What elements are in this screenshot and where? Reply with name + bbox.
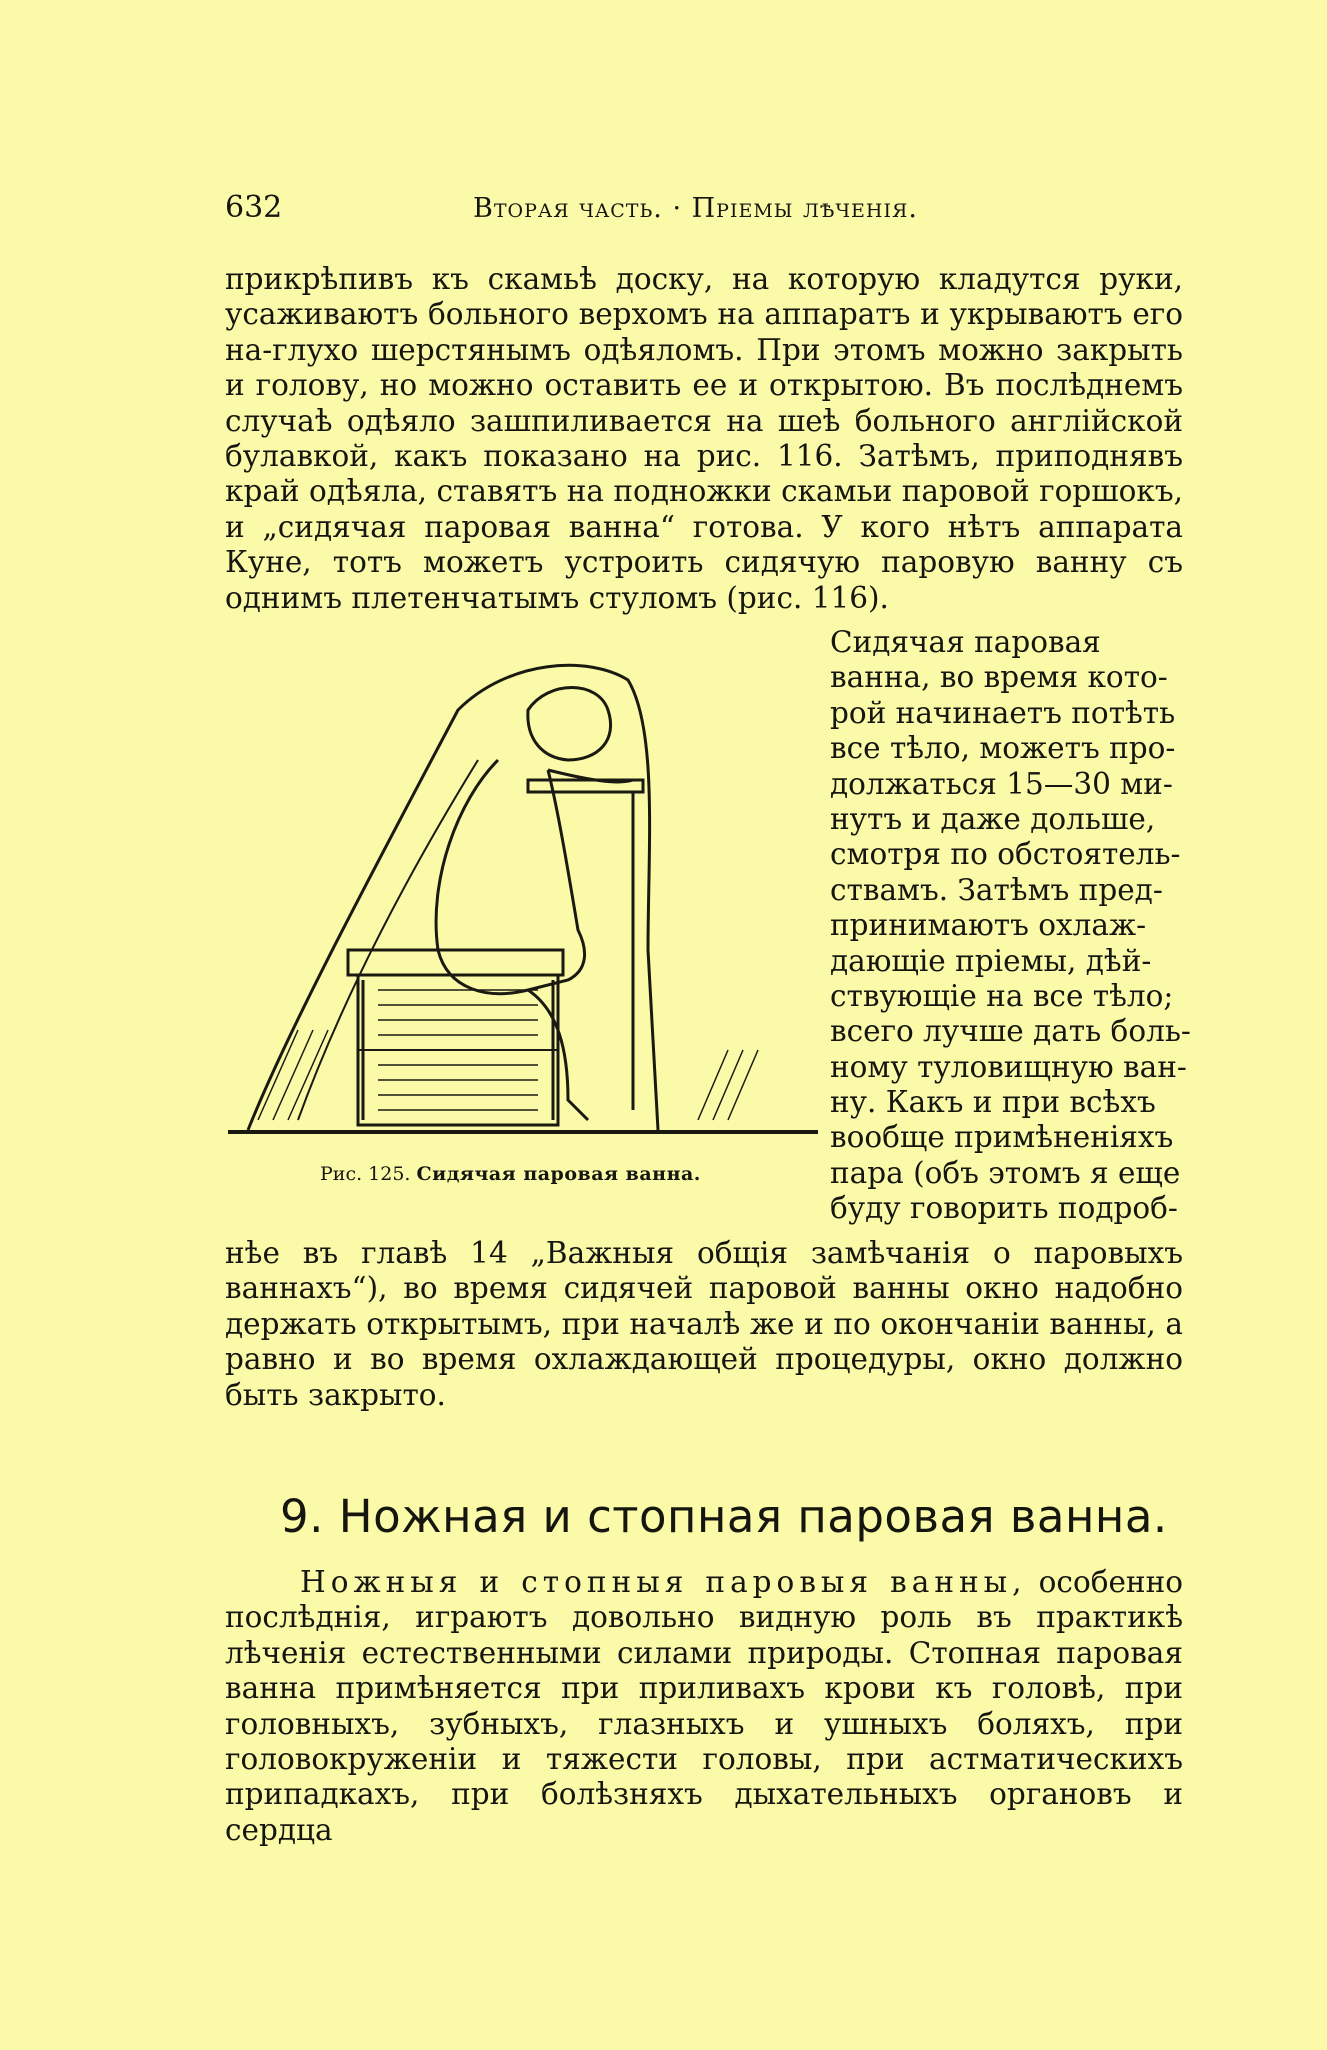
wrap-line: ствующіе на все тѣло; xyxy=(830,978,1174,1013)
wrap-line: ну. Какъ и при всѣхъ xyxy=(830,1085,1156,1120)
wrap-line: все тѣло, можетъ про- xyxy=(830,731,1176,766)
wrap-line: рой начинаетъ потѣть xyxy=(830,695,1176,730)
wrap-line: пара (объ этомъ я еще xyxy=(830,1155,1181,1190)
figure-caption-number: Рис. 125. xyxy=(320,1163,411,1185)
page-number: 632 xyxy=(225,190,283,225)
figure-125-illustration xyxy=(228,650,818,1150)
wrap-line: должаться 15—30 ми- xyxy=(830,766,1173,801)
section-heading: 9. Ножная и стопная паровая ванна. xyxy=(280,1490,1168,1543)
wrap-line: Сидячая паровая xyxy=(830,625,1101,659)
paragraph-2-wrapped xyxy=(830,625,1191,1227)
wrap-line: ному туловищную ван- xyxy=(830,1049,1187,1084)
figure-caption-title: Сидячая паровая ванна. xyxy=(416,1163,701,1185)
wrap-line: вообще примѣненіяхъ xyxy=(830,1120,1174,1155)
wrap-line: нутъ и даже дольше, xyxy=(830,801,1156,836)
spaced-lead: Ножныя и стопныя паровыя ванны, xyxy=(300,1565,1027,1599)
wrap-line: всего лучше дать боль- xyxy=(830,1014,1191,1049)
wrap-line: смотря по обстоятель- xyxy=(830,837,1181,872)
paragraph-4-text xyxy=(225,1565,1183,1848)
wrap-line: ствамъ. Затѣмъ пред- xyxy=(830,872,1163,907)
paragraph-3-text: нѣе въ главѣ 14 „Важныя общія замѣчанія о паровыхъ ваннахъ“), во время сидячей паровой ванны окно надобно держать открытымъ, при началѣ же и по окончаніи ванны, а равно и во время охлаждающей процедуры, окно должно быть закрыто. xyxy=(225,1236,1183,1412)
paragraph-1 xyxy=(225,262,1183,616)
sitting-steam-bath-drawing xyxy=(228,650,818,1150)
wrap-line: буду говорить подроб- xyxy=(830,1191,1178,1226)
paragraph-3 xyxy=(225,1236,1183,1413)
wrap-line: принимаютъ охлаж- xyxy=(830,908,1147,943)
wrap-line: ванна, во время кото- xyxy=(830,660,1168,695)
page-header xyxy=(225,190,1185,230)
wrap-line: дающіе пріемы, дѣй- xyxy=(830,943,1152,978)
running-title: Вторая часть. · Пріемы лѣченія. xyxy=(473,193,918,224)
paragraph-4 xyxy=(225,1565,1183,1848)
paragraph-4-body: особенно послѣднія, играютъ довольно видную роль въ практикѣ лѣченія естественными силами природы. Стопная паровая ванна примѣняется при приливахъ крови къ головѣ, при головныхъ, зубныхъ, глазныхъ и ушныхъ боляхъ, при головокруженіи и тяжести головы, при астматическихъ припадкахъ, при болѣзняхъ дыхательныхъ органовъ и сердца xyxy=(225,1565,1184,1847)
paragraph-1-text: прикрѣпивъ къ скамьѣ доску, на которую кладутся руки, усаживаютъ больного верхомъ на аппаратъ и укрываютъ его на-глухо шерстянымъ одѣяломъ. При этомъ можно закрыть и голову, но можно оставить ее и открытою. Въ послѣднемъ случаѣ одѣяло зашпиливается на шеѣ больного англійской булавкой, какъ показано на рис. 116. Затѣмъ, приподнявъ край одѣяла, ставятъ на подножки скамьи паровой горшокъ, и „сидячая паровая ванна“ готова. У кого нѣтъ аппарата Куне, тотъ можетъ устроить сидячую паровую ванну съ однимъ плетенчатымъ стуломъ (рис. 116). xyxy=(225,262,1183,615)
figure-caption xyxy=(320,1163,701,1185)
